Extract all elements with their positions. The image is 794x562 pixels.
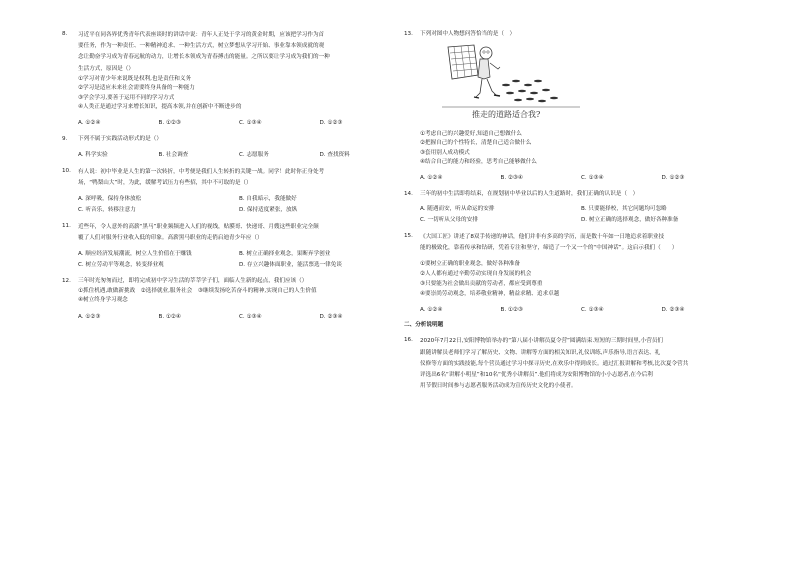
statement: ②学习是适应未来社会需要终身具备的一种能力 <box>78 85 195 92</box>
question-stem: 下列对图中人物想问答恰当的是（ ） <box>420 31 516 37</box>
options-row <box>78 151 400 160</box>
question-9 <box>62 135 400 161</box>
question-stem-line: 跟随讲解员老师们学习了解历史、文物、讲解等方面的相关知识,礼仪训练,声乐指导,语言表达、礼 <box>420 349 661 356</box>
question-8 <box>62 30 400 129</box>
option-c: C. ①③④ <box>581 306 604 313</box>
option-b: B. ②③④ <box>500 175 523 182</box>
question-stem-line: 有人说：初中毕业是人生的第一次转折，中考便是我们人生转折的关键一战。同学！此时你正身处考 <box>78 168 325 175</box>
options-row <box>78 313 400 322</box>
option-c: C. ①③④ <box>581 175 604 182</box>
question-stem-line: 习近平在同各界优秀青年代表座谈时的讲话中说：青年人正处于学习的黄金时期，应该把学习作为首 <box>78 32 325 38</box>
question-14 <box>404 190 742 226</box>
option-a: A. 顺应经济发展潮流，树立人生价值在于赚钱 <box>78 251 192 258</box>
question-12 <box>62 277 400 322</box>
option-c: C. ①③④ <box>239 120 262 127</box>
question-stem-line: 近些年，令人意外的高薪“黑马”职业频频进入人们的视线，贴膜哥、快递哥、月嫂这些职业完全颠 <box>78 224 319 231</box>
option-a: A. ①②③ <box>78 313 101 320</box>
options-grid <box>78 194 400 216</box>
option-d: D. ①②③ <box>319 120 343 127</box>
question-stem: 下列不属于实践活动形式的是（） <box>78 135 162 142</box>
option-c: C. ①③④ <box>239 313 262 320</box>
footprints-icon <box>502 80 558 103</box>
option-d: D. 查找资料 <box>319 152 350 159</box>
option-b: B. ①②③ <box>500 306 523 313</box>
statement: ④人类正是通过学习来增长知识，提高本领,并在创新中不断进步的 <box>78 104 242 111</box>
option-d: D. ②③④ <box>661 306 685 313</box>
statement: ②人人都有通过辛勤劳动实现自身发展的机会 <box>420 270 532 277</box>
question-stem-line: 2020年7月22日,安阳博物馆举办的“第八届小讲解员夏令营”圆满结束.短短的三期时间里,小营员们 <box>420 338 664 345</box>
statement: ①要树立正确的职业观念，做好各种准备 <box>420 260 521 267</box>
option-a: A. ①②④ <box>420 306 443 313</box>
option-d: D. 存立兴趣体面职业，能活票选一律免谈 <box>239 262 342 269</box>
option-b: B. 社会调查 <box>158 152 189 159</box>
question-number: 10. <box>62 167 71 174</box>
statement: ②把握自己的个性特长，清楚自己适合做什么 <box>420 140 532 147</box>
question-stem-line: 覆了人们对服务行业收入低的印象。高薪黑马职业的走俏启迪青少年应（） <box>78 235 263 242</box>
options-grid <box>420 204 742 226</box>
cartoon-caption: 推走的道路适合我? <box>472 110 541 120</box>
option-c: C. 听音乐，转移注意力 <box>78 207 136 214</box>
question-stem-line: 场，“鸭梨山大”时，为此，缓解考试压力有些招，其中不可取的是（） <box>78 179 252 186</box>
statement: ③只要能为社会做出贡献的劳动者，都应受到尊重 <box>420 280 543 287</box>
option-d: D. ②③④ <box>319 313 343 320</box>
question-11 <box>62 222 400 271</box>
option-a: A. ①②④ <box>420 175 443 182</box>
question-10 <box>62 167 400 216</box>
question-stem-line: 能的极致化，靠着传承和钻研，凭着专注和坚守，缔造了一个又一个的“中国神话”。这启示我们（ ） <box>420 245 678 252</box>
question-stem-line: 生活方式，原因是（） <box>78 65 134 72</box>
question-number: 13. <box>404 31 413 37</box>
question-number: 12. <box>62 278 71 285</box>
question-stem-line: 要任务，作为一种责任、一种精神追求、一种生活方式，树立梦想从学习开始、事业靠本领成就的观 <box>78 43 325 50</box>
option-c: C. 树立劳动平等观念，转变择业观 <box>78 262 164 269</box>
option-b: B. 只要能择校，其它问题均可忽略 <box>581 206 667 213</box>
question-13 <box>404 30 742 184</box>
option-a: A. 深呼吸，保持身体放松 <box>78 196 142 203</box>
option-a: A. 科学实验 <box>78 152 108 159</box>
option-c: C. 志愿服务 <box>239 152 269 159</box>
basket-icon <box>448 45 478 79</box>
right-column <box>404 30 742 398</box>
question-stem: 三年的初中生活即将结束，在规划初中毕业以后的人生道路时，我们正确的认识是（ ） <box>420 190 639 197</box>
question-stem-line: 念让勤奋学习成为青春远航的动力，让增长本领成为青春搏击的能量。之所以要让学习成为我们的一种 <box>78 54 330 61</box>
options-row <box>78 119 400 128</box>
left-column <box>62 30 400 328</box>
question-number: 16. <box>404 337 413 344</box>
cartoon-illustration <box>434 41 582 121</box>
statement: ③学会学习,要善于运用不同的学习方式 <box>78 94 175 101</box>
question-number: 9. <box>62 135 68 142</box>
question-stem-line: 评选出6名“讲解小明星”和10名“优秀小讲解员”.他们将成为安阳博物馆的小小志愿者,在今后利 <box>420 372 653 379</box>
option-b: B. ①②③ <box>158 120 181 127</box>
question-15 <box>404 232 742 315</box>
statements-list <box>420 259 742 299</box>
question-stem-line: 《大国工匠》讲述了8双手传递的神话，他们并非有多高的学历，而是数十年如一日地追求着职业技 <box>420 234 665 241</box>
option-b: B. 自我暗示，我能做好 <box>239 196 297 203</box>
options-row <box>420 306 742 315</box>
options-grid <box>78 249 400 271</box>
question-number: 14. <box>404 190 413 197</box>
option-d: D. ①②③ <box>661 175 685 182</box>
option-a: A. 随遇而安，听从命运的安排 <box>420 206 495 213</box>
option-a: A. ①②④ <box>78 120 101 127</box>
options-row <box>420 174 742 183</box>
question-stem-line: 仪修等方面的实践技能,每个营员通过学习中探寻历史,在欢乐中得到成长。通过汇报讲解和考核,比次夏令营共 <box>420 360 689 367</box>
statement: ④树立终身学习观念 <box>78 297 128 304</box>
question-number: 15. <box>404 233 413 240</box>
question-number: 11. <box>62 223 71 230</box>
statement: ③套用别人成功模式 <box>420 149 470 156</box>
option-c: C. 一切听从父母的安排 <box>420 217 478 224</box>
option-b: B. 树立正确择业观念，果断弃学创业 <box>239 251 331 258</box>
question-number: 8. <box>62 31 68 37</box>
question-16 <box>404 336 742 392</box>
option-b: B. ①②④ <box>158 313 181 320</box>
statement: ①考虑自己的兴趣爱好,知道自己想做什么 <box>420 130 522 137</box>
statement: ④结合自己的能力和经验，思考自己能够做什么 <box>420 159 537 166</box>
statement: ④要崇尚劳动观念，培养敬业精神，精益求精、追求卓越 <box>420 290 560 297</box>
statement: ①学习对青少年来说既是权利,也是责任和义务 <box>78 75 192 82</box>
option-d: D. 保持适度紧张，放纵 <box>239 207 298 214</box>
section-title: 二、分析说明题 <box>404 322 444 329</box>
statement: ①抓住机遇,敢做新挑战 ②选择就业,服务社会 ③继续发扬吃苦奋斗的精神,实现自己的人生价值 <box>78 287 317 294</box>
question-stem-line: 用节假日时间参与志愿者服务活动成为宣传历史文化的小使者。 <box>420 383 577 390</box>
question-stem: 三年时光匆匆而过，即将完成初中学习生活的莘莘学子们，面临人生新的起点，我们应该（） <box>78 278 308 285</box>
option-d: D. 树立正确的选择观念，做好各种准备 <box>581 217 679 224</box>
